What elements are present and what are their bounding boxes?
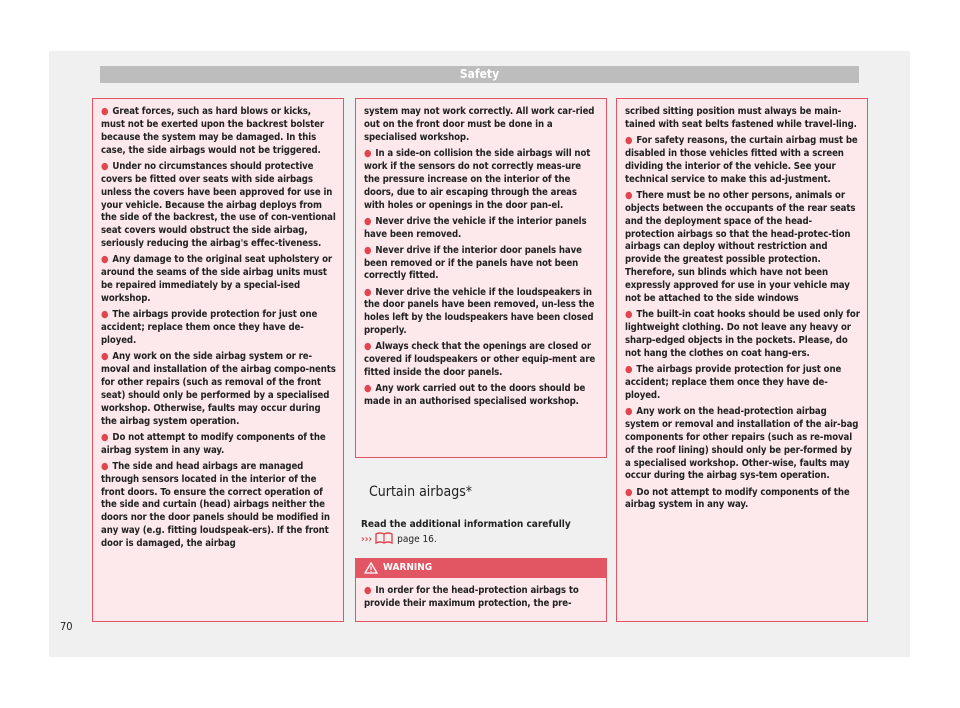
bullet-icon: ●	[101, 431, 109, 443]
list-item-continued: scribed sitting position must always be main-tained with seat belts fastened while travel-ling.	[625, 106, 857, 130]
list-item: ● Do not attempt to modify components of the airbag system in any way.	[625, 486, 850, 511]
bullet-icon: ●	[625, 486, 633, 498]
arrows-icon: ›››	[361, 534, 373, 545]
warning-box-continued	[92, 98, 344, 622]
list-item: ● In order for the head-protection airbags to provide their maximum protection, the pre-	[364, 585, 579, 609]
section-title: Curtain airbags*	[369, 484, 473, 500]
bullet-icon: ●	[101, 351, 109, 363]
bullet-icon: ●	[364, 383, 372, 395]
bullet-icon: ●	[625, 135, 633, 146]
bullet-icon: ●	[364, 585, 372, 596]
page-reference-link[interactable]: page 16.	[397, 534, 437, 545]
list-item: ● Great forces, such as hard blows or kicks, must not be exerted upon the backrest bolster because the system may be damaged. In this case, the side airbags would not be triggered.	[101, 106, 324, 156]
bullet-icon: ●	[625, 405, 633, 417]
bullet-icon: ●	[364, 147, 372, 159]
section-header: Safety	[100, 66, 859, 83]
bullet-icon: ●	[364, 286, 372, 298]
warning-box-continued-3	[616, 98, 868, 622]
bullet-icon: ●	[101, 254, 109, 266]
list-item: ● The airbags provide protection for just one accident; replace them once they have de-ployed.	[625, 363, 842, 401]
list-item: ● The airbags provide protection for just one accident; replace them once they have de-ployed.	[101, 309, 318, 346]
bullet-icon: ●	[364, 341, 372, 353]
list-item: ● Never drive if the interior door panels have been removed or if the panels have not been correctly fitted.	[364, 244, 582, 282]
list-item: ● For safety reasons, the curtain airbag must be disabled in those vehicles fitted with a screen dividing the interior of the vehicle. See your technical service to make this ad-justment.	[625, 135, 858, 185]
page-number: 70	[60, 620, 73, 633]
list-item-continued: system may not work correctly. All work car-ried out on the front door must be done in a specialised workshop.	[364, 106, 595, 143]
book-icon	[375, 531, 393, 549]
warning-triangle-icon	[364, 562, 378, 582]
warning-box-continued-2	[355, 98, 607, 458]
list-item: ● The side and head airbags are managed through sensors located in the interior of the front doors. To ensure the correct operation of the side and curtain (head) airbags neither the doors nor the door panels should be modified in any way (e.g. fitting loudspeak-ers). If the front door is damaged, the airbag	[101, 460, 330, 550]
bullet-icon: ●	[625, 189, 633, 201]
list-item: ● The built-in coat hooks should be used only for lightweight clothing. Do not leave any heavy or sharp-edged objects in the pockets. Please, do not hang the clothes on coat hang-ers.	[625, 309, 860, 359]
warning-box	[355, 578, 607, 622]
bullet-icon: ●	[101, 160, 109, 172]
bullet-icon: ●	[101, 106, 109, 117]
bullet-icon: ●	[625, 309, 633, 321]
intro-text: Read the additional information carefully ››› page 16.	[361, 518, 601, 549]
list-item: ● Any work carried out to the doors should be made in an authorised specialised workshop.	[364, 383, 586, 408]
list-item: ● Any damage to the original seat upholstery or around the seams of the side airbag units must be repaired immediately by a special-ised workshop.	[101, 254, 333, 305]
list-item: ● Always check that the openings are closed or covered if loudspeakers or other equip-ment are fitted inside the door panels.	[364, 341, 596, 379]
list-item: ● Any work on the head-protection airbag system or removal and installation of the air-bag components for other repairs (such as re-moval of the roof lining) should only be per-formed by a specialised workshop. Other-wise, faults may occur during the airbag sys-tem operation.	[625, 405, 859, 482]
bullet-icon: ●	[101, 460, 109, 472]
list-item: ● Never drive the vehicle if the loudspeakers in the door panels have been removed, un-less the holes left by the loudspeakers have been closed properly.	[364, 286, 595, 337]
bullet-icon: ●	[625, 363, 633, 375]
list-item: ● Under no circumstances should protective covers be fitted over seats with side airbags unless the covers have been approved for use in your vehicle. Because the airbag deploys from the side of the backrest, the use of con-ventional seat covers would obstruct the side airbag, seriously reducing the airbag's effec-tiveness.	[101, 160, 336, 250]
bullet-icon: ●	[364, 244, 372, 256]
list-item: ● Never drive the vehicle if the interior panels have been removed.	[364, 215, 587, 240]
bullet-icon: ●	[364, 215, 372, 227]
warning-label: WARNING	[383, 562, 433, 573]
list-item: ● There must be no other persons, animals or objects between the occupants of the rear seats and the deployment space of the head-protection airbags so that the head-protec-tion airbags can deploy without restriction and provide the greatest possible protection. Therefore, sun blinds which have not been expressly approved for use in your vehicle may not be attached to the side windows	[625, 189, 856, 305]
list-item: ● In a side-on collision the side airbags will not work if the sensors do not correctly meas-ure the pressure increase on the interior of the doors, due to air escaping through the areas with holes or openings in the door pan-el.	[364, 147, 591, 211]
warning-header	[355, 558, 607, 578]
list-item: ● Do not attempt to modify components of the airbag system in any way.	[101, 431, 326, 456]
list-item: ● Any work on the side airbag system or re-moval and installation of the airbag compo-nents for other repairs (such as removal of the front seat) should only be performed by a specialised workshop. Otherwise, faults may occur during the airbag system operation.	[101, 351, 336, 427]
bullet-icon: ●	[101, 309, 109, 321]
